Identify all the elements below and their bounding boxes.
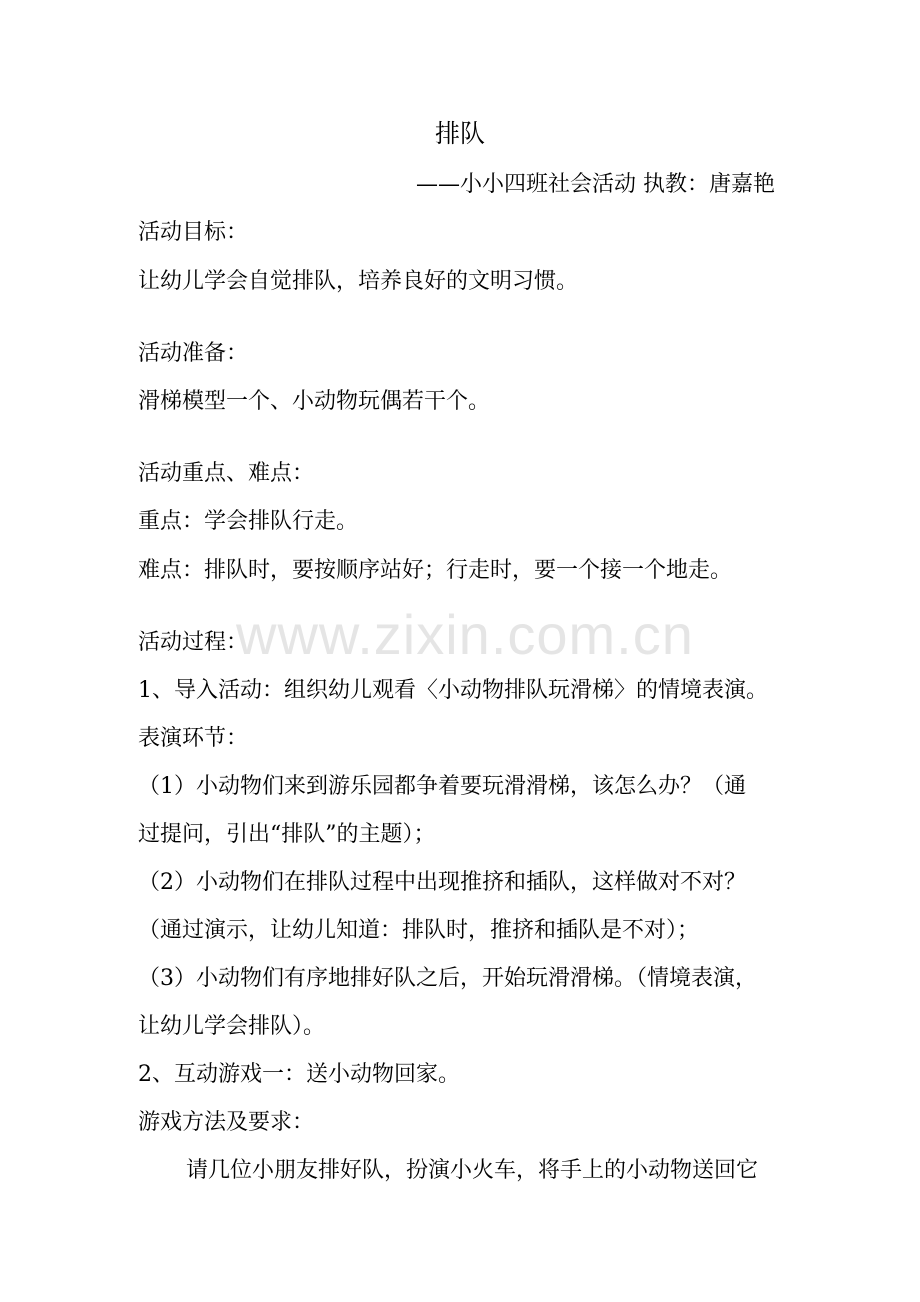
- page-title: 排队: [434, 119, 485, 148]
- key-heading: 活动重点、难点：: [138, 461, 315, 486]
- prep-heading: 活动准备：: [138, 341, 249, 366]
- prep-text: 滑梯模型一个、小动物玩偶若干个。: [138, 389, 491, 414]
- goal-heading: 活动目标：: [138, 220, 249, 245]
- performance-2-line-2: （通过演示，让幼儿知道：排队时，推挤和插队是不对）；: [138, 918, 700, 943]
- key-point: 重点：学会排队行走。: [138, 509, 359, 534]
- process-heading: 活动过程：: [138, 630, 249, 655]
- subtitle: ——小小四班社会活动 执教：唐嘉艳: [416, 172, 775, 197]
- step-1: 1、导入活动：组织幼儿观看〈小动物排队玩滑梯〉的情境表演。: [138, 678, 768, 703]
- watermark: www.zixin.com.cn: [236, 603, 694, 666]
- performance-heading: 表演环节：: [138, 726, 249, 751]
- game-text: 请几位小朋友排好队，扮演小火车，将手上的小动物送回它: [186, 1158, 759, 1183]
- performance-2-line-1: （2）小动物们在排队过程中出现推挤和插队，这样做对不对？: [138, 870, 746, 895]
- performance-3-line-1: （3）小动物们有序地排好队之后，开始玩滑滑梯。（情境表演，: [138, 966, 757, 991]
- performance-1-line-2: 过提问，引出“排队”的主题）；: [138, 822, 436, 847]
- performance-3-line-2: 让幼儿学会排队）。: [138, 1014, 326, 1039]
- step-2: 2、互动游戏一：送小动物回家。: [138, 1062, 460, 1087]
- difficulty-point: 难点：排队时，要按顺序站好；行走时，要一个接一个地走。: [138, 558, 733, 583]
- goal-text: 让幼儿学会自觉排队，培养良好的文明习惯。: [138, 269, 579, 294]
- game-heading: 游戏方法及要求：: [138, 1110, 315, 1135]
- performance-1-line-1: （1）小动物们来到游乐园都争着要玩滑滑梯，该怎么办？（通: [138, 774, 746, 799]
